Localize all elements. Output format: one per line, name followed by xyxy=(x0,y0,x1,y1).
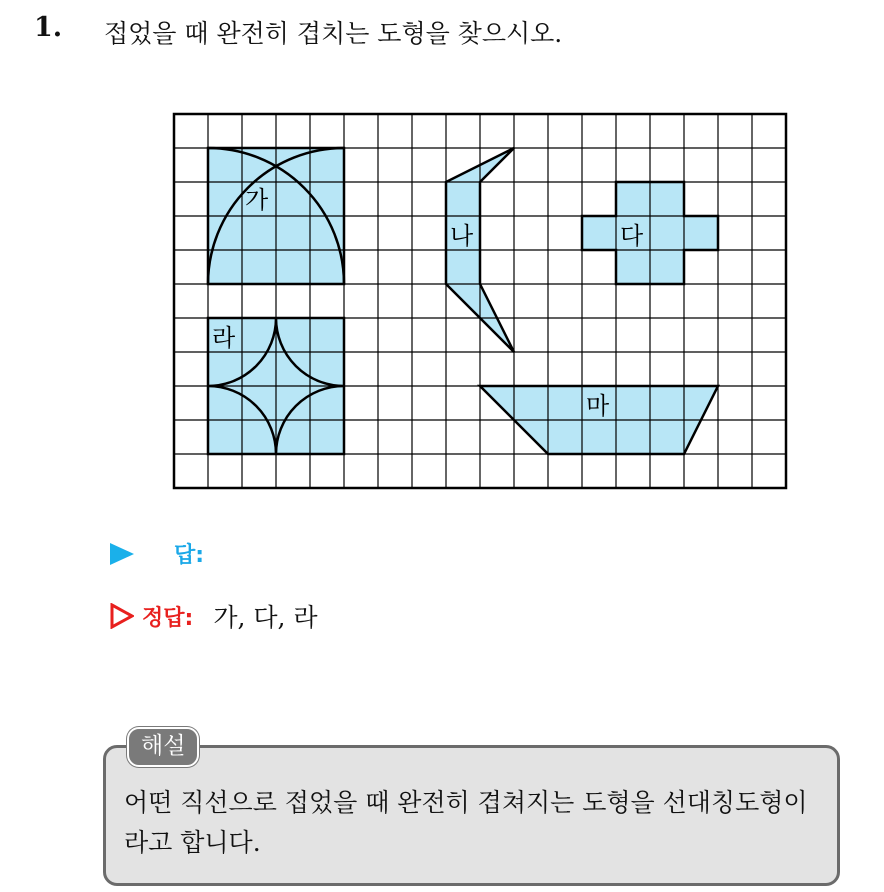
shape-label-ma: 마 xyxy=(586,392,610,420)
correct-label: 정답: xyxy=(142,605,194,631)
correct-triangle-icon xyxy=(110,603,134,629)
shape-label-ra: 라 xyxy=(212,324,236,352)
question-text: 접었을 때 완전히 겹치는 도형을 찾으시오. xyxy=(104,19,563,48)
solution-tag: 해설 xyxy=(127,727,199,767)
correct-answer-row xyxy=(110,598,318,634)
answer-label: 답: xyxy=(174,543,205,568)
question-number: 1. xyxy=(34,12,63,43)
shape-label-na: 나 xyxy=(450,222,474,250)
solution-text: 어떤 직선으로 접었을 때 완전히 겹쳐지는 도형을 선대칭도형이 라고 합니다. xyxy=(124,788,808,857)
shape-label-da: 다 xyxy=(620,222,644,250)
answer-row xyxy=(110,538,224,569)
answer-triangle-icon xyxy=(110,543,134,565)
correct-value: 가, 다, 라 xyxy=(213,603,318,632)
shape-label-ga: 가 xyxy=(245,186,269,214)
